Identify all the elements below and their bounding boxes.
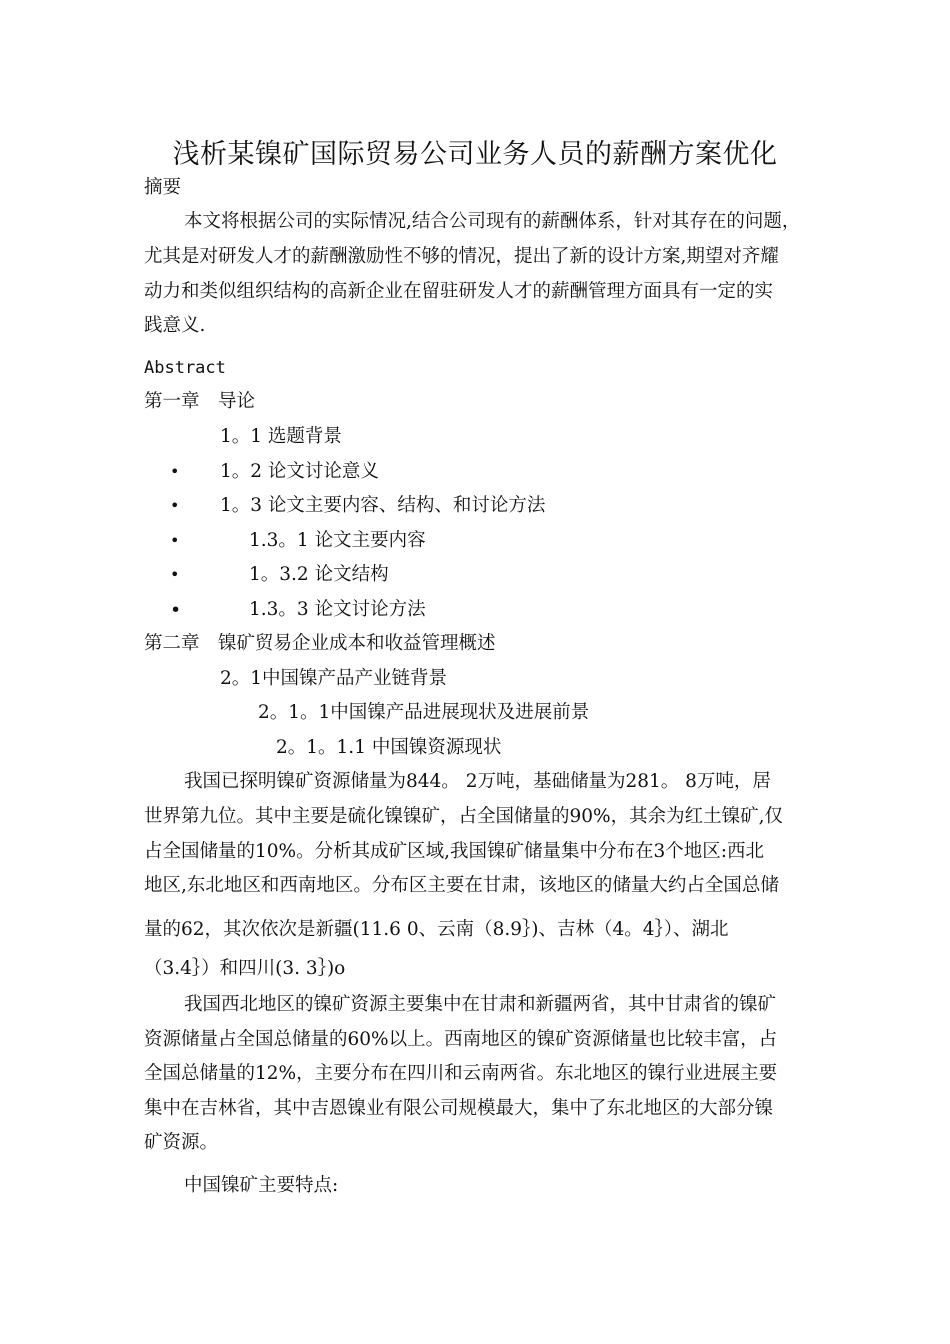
- section-1-1: 1。1 选题背景: [220, 426, 342, 447]
- body-para-2-line-1: 我国西北地区的镍矿资源主要集中在甘肃和新疆两省，其中甘肃省的镍矿: [184, 994, 777, 1015]
- body-para-2-line-4: 集中在吉林省，其中吉恩镍业有限公司规模最大，集中了东北地区的大部分镍: [144, 1098, 774, 1119]
- section-1-3-1: 1.3。1 论文主要内容: [249, 530, 426, 551]
- section-1-3-3: 1.3。3 论文讨论方法: [249, 599, 426, 620]
- body-para-1-line-6: （3.4｝）和四川(3. 3｝)o: [144, 958, 346, 979]
- body-para-1-line-5: 量的62，其次依次是新疆(11.6 0、云南（8.9｝)、吉林（4。4｝）、湖北: [144, 919, 729, 940]
- abstract-heading: 摘要: [144, 177, 182, 198]
- body-para-2-line-5: 矿资源。: [144, 1132, 219, 1153]
- document-title: 浅析某镍矿国际贸易公司业务人员的薪酬方案优化: [172, 139, 778, 170]
- section-1-2: 1。2 论文讨论意义: [220, 461, 379, 482]
- abstract-line-2: 尤其是对研发人才的薪酬激励性不够的情况，提出了新的设计方案,期望对齐耀: [144, 246, 779, 267]
- chapter-2-heading: 第二章 镍矿贸易企业成本和收益管理概述: [144, 633, 496, 654]
- section-1-3: 1。3 论文主要内容、结构、和讨论方法: [220, 495, 546, 516]
- bullet-icon: •: [170, 496, 180, 515]
- body-para-2-line-3: 全国总储量的12%，主要分布在四川和云南两省。东北地区的镍行业进展主要: [144, 1063, 778, 1084]
- chapter-1-heading: 第一章 导论: [144, 391, 256, 412]
- bullet-icon: •: [170, 599, 182, 621]
- abstract-line-1: 本文将根据公司的实际情况,结合公司现有的薪酬体系，针对其存在的问题，: [184, 211, 801, 232]
- section-2-1: 2。1中国镍产品产业链背景: [220, 668, 448, 689]
- bullet-icon: •: [170, 462, 180, 481]
- body-para-1-line-4: 地区,东北地区和西南地区。分布区主要在甘肃，该地区的储量大约占全国总储: [144, 875, 779, 896]
- abstract-english-heading: Abstract: [144, 358, 226, 378]
- body-para-3: 中国镍矿主要特点:: [184, 1175, 339, 1196]
- bullet-icon: •: [170, 531, 180, 550]
- body-para-2-line-2: 资源储量占全国总储量的60%以上。西南地区的镍矿资源储量也比较丰富，占: [144, 1029, 778, 1050]
- abstract-line-4: 践意义.: [144, 315, 206, 336]
- bullet-icon: •: [170, 565, 180, 584]
- body-para-1-line-3: 占全国储量的10%。分析其成矿区域,我国镍矿储量集中分布在3个地区:西北: [144, 841, 765, 862]
- abstract-line-3: 动力和类似组织结构的高新企业在留驻研发人才的薪酬管理方面具有一定的实: [144, 281, 774, 302]
- section-2-1-1: 2。1。1中国镍产品进展现状及进展前景: [258, 702, 590, 723]
- section-2-1-1-1: 2。1。1.1 中国镍资源现状: [276, 737, 502, 758]
- body-para-1-line-1: 我国已探明镍矿资源储量为844。 2万吨，基础储量为281。 8万吨，居: [184, 771, 771, 792]
- section-1-3-2: 1。3.2 论文结构: [249, 564, 389, 585]
- body-para-1-line-2: 世界第九位。其中主要是硫化镍镍矿，占全国储量的90%，其余为红土镍矿,仅: [144, 806, 784, 827]
